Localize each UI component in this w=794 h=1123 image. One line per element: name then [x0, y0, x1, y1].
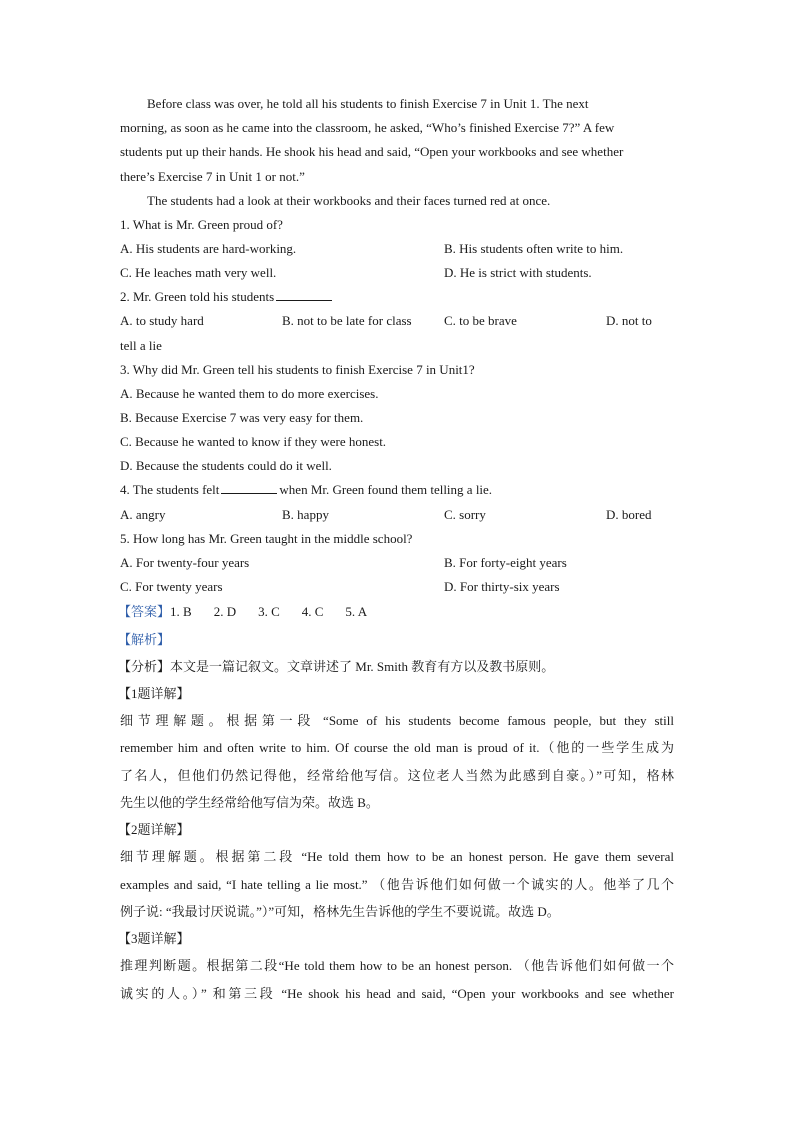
- q3-explanation-line: 推理判断题。根据第二段“He told them how to be an honest person. （他告诉他们如何做一个: [120, 958, 674, 973]
- option-a: A. angry: [120, 507, 166, 522]
- option-b: B. Because Exercise 7 was very easy for them.: [120, 410, 364, 425]
- q1-explanation-line: 先生以他的学生经常给他写信为荣。故选 B。: [120, 795, 379, 810]
- summary-label: 【分析】: [118, 659, 171, 674]
- option-a: A. His students are hard-working.: [120, 241, 297, 256]
- option-c: C. For twenty years: [120, 579, 223, 594]
- option-a: A. For twenty-four years: [120, 555, 250, 570]
- option-c: C. He leaches math very well.: [120, 265, 277, 280]
- answer-item: 2. D: [213, 604, 237, 619]
- stem-text-after: when Mr. Green found them telling a lie.: [279, 482, 493, 497]
- q2-heading: 【2题详解】: [118, 822, 190, 837]
- option-b: B. For forty-eight years: [444, 555, 567, 570]
- answer-blank: [276, 288, 332, 301]
- option-d: D. bored: [606, 507, 652, 522]
- answer-item: 5. A: [345, 604, 368, 619]
- passage-line: The students had a look at their workbooks and their faces turned red at once.: [147, 193, 551, 208]
- option-c: C. to be brave: [444, 313, 517, 328]
- question-stem: 5. How long has Mr. Green taught in the middle school?: [120, 531, 413, 546]
- question-stem: [120, 288, 334, 306]
- option-b: B. His students often write to him.: [444, 241, 624, 256]
- answer-item: 3. C: [258, 604, 280, 619]
- q2-explanation-line: examples and said, “I hate telling a lie most.” （他告诉他们如何做一个诚实的人。他举了几个: [120, 877, 674, 892]
- answer-line: [118, 603, 389, 621]
- answer-label: 【答案】: [118, 604, 171, 619]
- q2-explanation-line: 细节理解题。根据第二段 “He told them how to be an honest person. He gave them several: [120, 849, 674, 864]
- answer-blank: [221, 481, 277, 494]
- option-c: C. sorry: [444, 507, 486, 522]
- q1-explanation-line: 细节理解题。根据第一段 “Some of his students become famous people, but they still: [120, 713, 674, 728]
- answer-item: 4. C: [301, 604, 324, 619]
- stem-text: 4. The students felt: [120, 482, 220, 497]
- option-d: D. He is strict with students.: [444, 265, 592, 280]
- question-stem: 3. Why did Mr. Green tell his students to finish Exercise 7 in Unit1?: [120, 362, 475, 377]
- passage-line: students put up their hands. He shook his head and said, “Open your workbooks and see whether: [120, 144, 624, 159]
- option-a: A. Because he wanted them to do more exercises.: [120, 386, 379, 401]
- passage-line: Before class was over, he told all his students to finish Exercise 7 in Unit 1. The next: [147, 96, 589, 111]
- q2-explanation-line: 例子说: “我最讨厌说谎。”）”可知，格林先生告诉他的学生不要说谎。故选 D。: [120, 904, 560, 919]
- option-b: B. not to be late for class: [282, 313, 412, 328]
- q3-heading: 【3题详解】: [118, 931, 190, 946]
- q1-heading: 【1题详解】: [118, 686, 190, 701]
- option-d-continued: tell a lie: [120, 338, 162, 353]
- passage-line: there’s Exercise 7 in Unit 1 or not.”: [120, 169, 305, 184]
- option-d: D. Because the students could do it well.: [120, 458, 332, 473]
- q1-explanation-line: remember him and often write to him. Of course the old man is proud of it.（他的一些学生成为: [120, 740, 674, 755]
- answer-item: 1. B: [170, 604, 192, 619]
- q3-explanation-line: 诚实的人。）” 和第三段 “He shook his head and said, “Open your workbooks and see whether: [120, 986, 674, 1001]
- analysis-heading: 【解析】: [118, 632, 171, 647]
- q1-explanation-line: 了名人，但他们仍然记得他，经常给他写信。这位老人当然为此感到自豪。）”可知，格林: [120, 768, 674, 783]
- stem-text: 2. Mr. Green told his students: [120, 289, 275, 304]
- analysis-summary: [118, 658, 554, 676]
- option-d: D. For thirty-six years: [444, 579, 560, 594]
- option-c: C. Because he wanted to know if they were honest.: [120, 434, 387, 449]
- option-d: D. not to: [606, 313, 652, 328]
- question-stem: 1. What is Mr. Green proud of?: [120, 217, 283, 232]
- question-stem: [120, 481, 492, 499]
- summary-text: 本文是一篇记叙文。文章讲述了 Mr. Smith 教育有方以及教书原则。: [170, 659, 555, 674]
- option-a: A. to study hard: [120, 313, 204, 328]
- option-b: B. happy: [282, 507, 329, 522]
- passage-line: morning, as soon as he came into the classroom, he asked, “Who’s finished Exercise 7?” A few: [120, 120, 615, 135]
